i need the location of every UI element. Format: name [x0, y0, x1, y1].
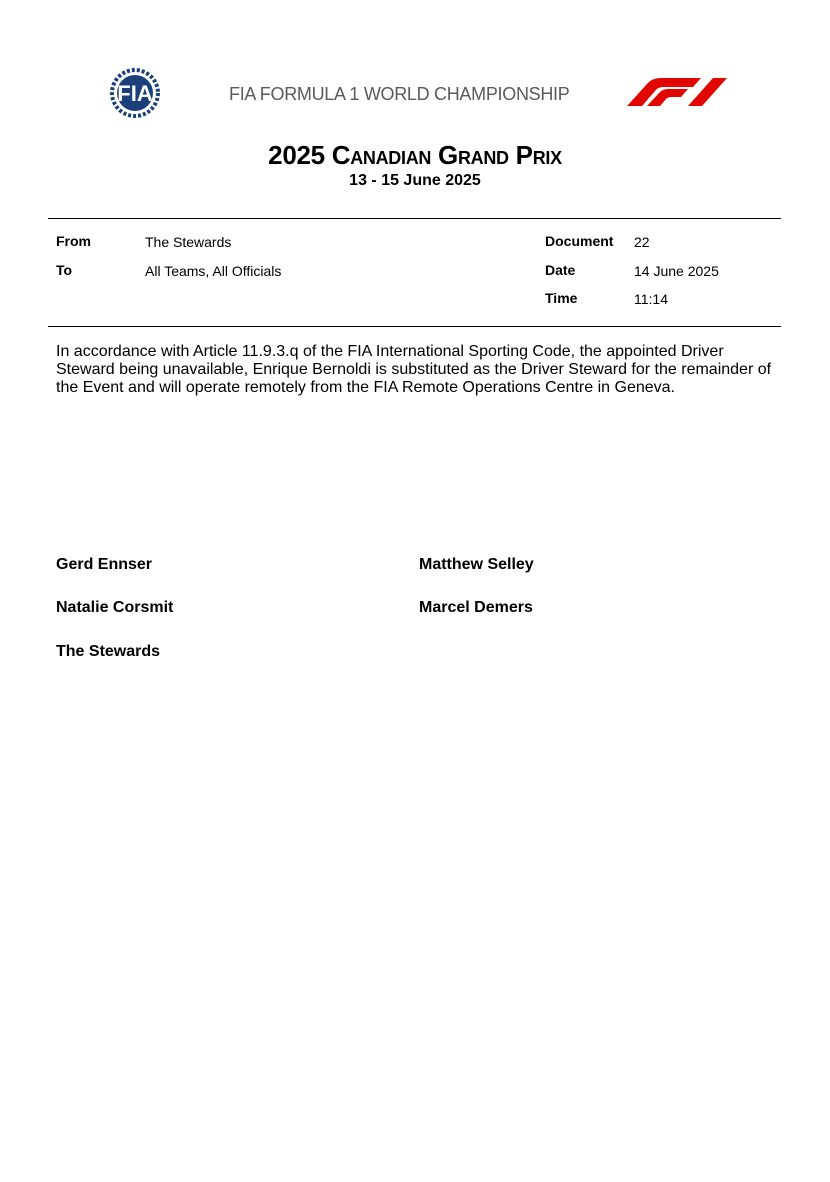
event-name: Canadian Grand Prix: [331, 140, 562, 170]
fia-logo-text: FIA: [117, 81, 153, 106]
decision-text: In accordance with Article 11.9.3.q of the FIA International Sporting Code, the appointed Driver Steward being unavailable, Enrique Bernoldi is substituted as the Driver Steward for the remainder of the Event and will operate remotely from the FIA Remote Operations Centre in Geneva.: [56, 343, 772, 396]
steward-name: Marcel Demers: [419, 599, 533, 616]
from-label: From: [56, 233, 91, 249]
top-divider: [48, 218, 781, 219]
f1-logo-icon: [627, 78, 729, 106]
to-value: All Teams, All Officials: [145, 263, 282, 279]
date-label: Date: [545, 262, 576, 278]
steward-name: Natalie Corsmit: [56, 599, 174, 616]
from-value: The Stewards: [145, 234, 232, 250]
document-header: [0, 64, 830, 124]
f1-logo-text: F1: [627, 78, 629, 79]
steward-name: Gerd Ennser: [56, 556, 153, 573]
f1-logo-shape: [627, 78, 727, 106]
bottom-divider: [48, 326, 781, 327]
signature-closing: The Stewards: [56, 643, 161, 660]
to-label: To: [56, 262, 73, 278]
fia-logo-icon: [99, 68, 171, 118]
document-label: Document: [545, 233, 614, 249]
event-title: [0, 140, 830, 171]
time-value: 11:14: [634, 291, 668, 307]
championship-title: FIA FORMULA 1 WORLD CHAMPIONSHIP: [229, 84, 570, 104]
steward-name: Matthew Selley: [419, 556, 534, 573]
time-label: Time: [545, 290, 578, 306]
event-dates: 13 - 15 June 2025: [349, 172, 481, 189]
date-value: 14 June 2025: [634, 263, 719, 279]
document-value: 22: [634, 234, 650, 250]
event-year: 2025: [268, 140, 325, 170]
